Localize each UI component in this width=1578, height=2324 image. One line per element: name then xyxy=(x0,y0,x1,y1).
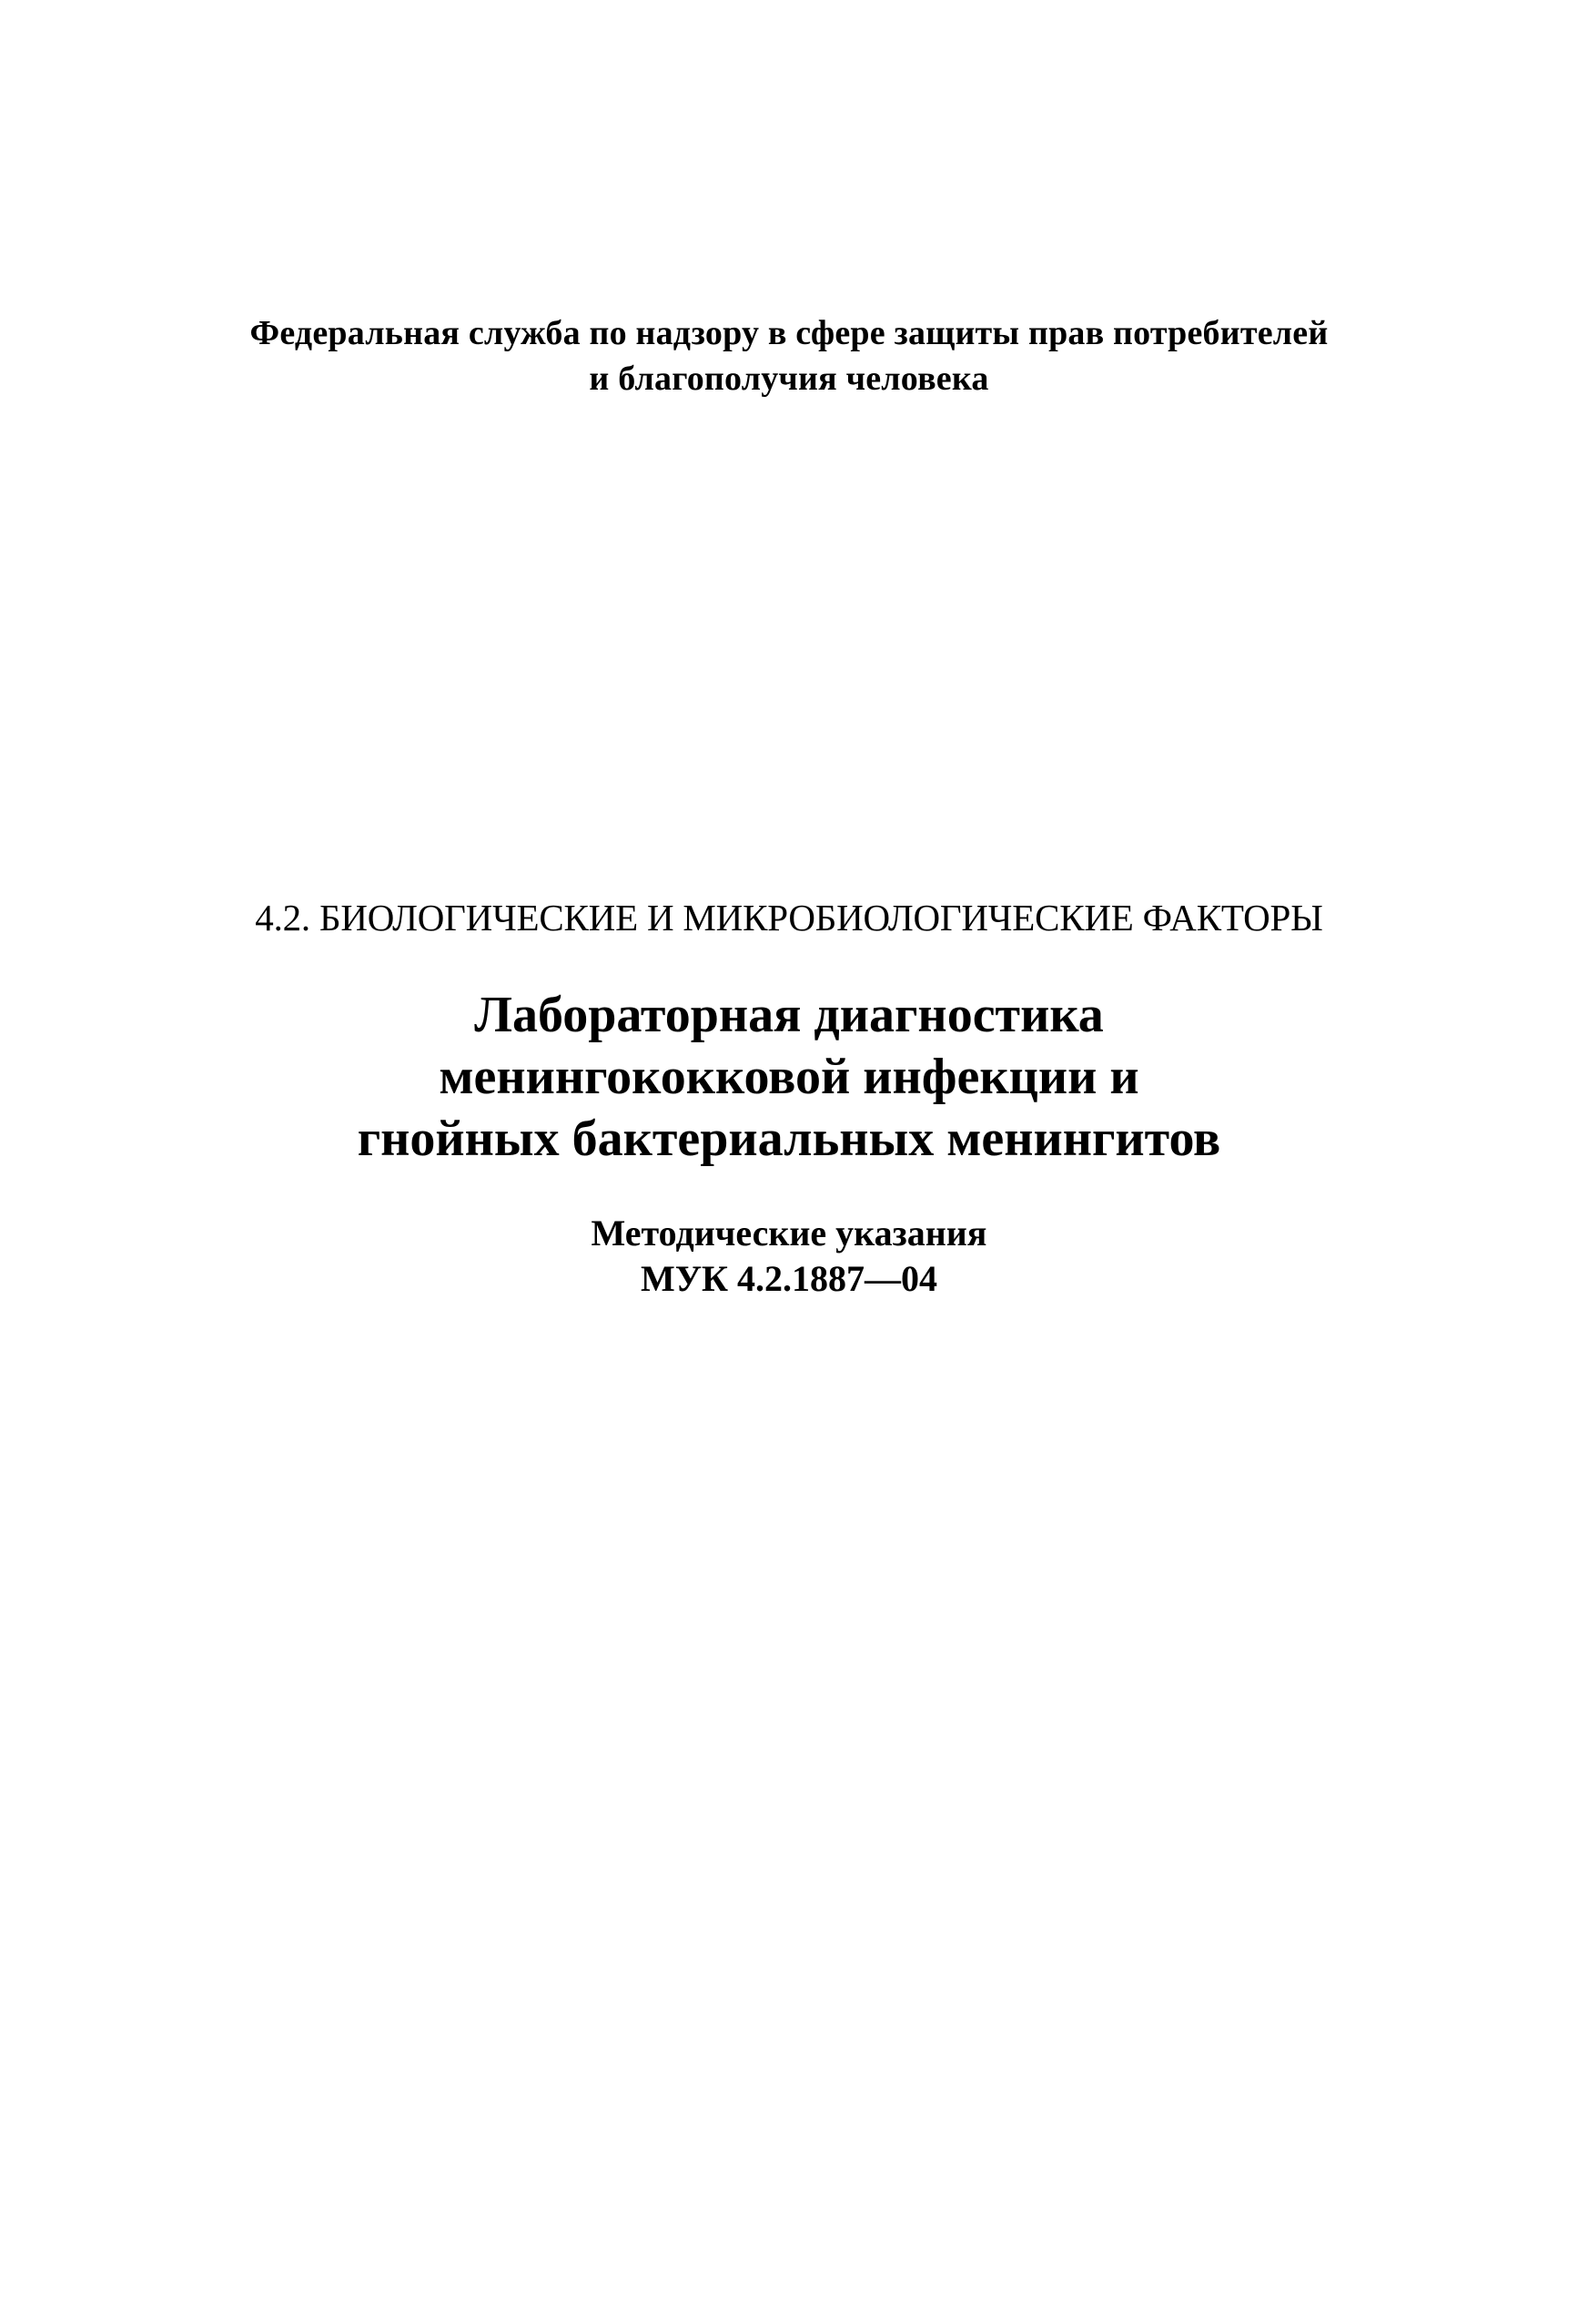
document-title-line1: Лабораторная диагностика xyxy=(474,987,1104,1043)
document-code: МУК 4.2.1887—04 xyxy=(640,1258,938,1299)
document-type: Методические указания xyxy=(591,1213,987,1253)
agency-name-line2: и благополучия человека xyxy=(589,360,989,398)
document-title-line3: гнойных бактериальных менингитов xyxy=(357,1111,1221,1167)
document-title-line2: менингококковой инфекции и xyxy=(439,1049,1139,1105)
section-heading: 4.2. БИОЛОГИЧЕСКИЕ И МИКРОБИОЛОГИЧЕСКИЕ ФАКТОРЫ xyxy=(255,897,1323,939)
agency-name-line1: Федеральная служба по надзору в сфере защиты прав потребителей xyxy=(249,314,1329,352)
